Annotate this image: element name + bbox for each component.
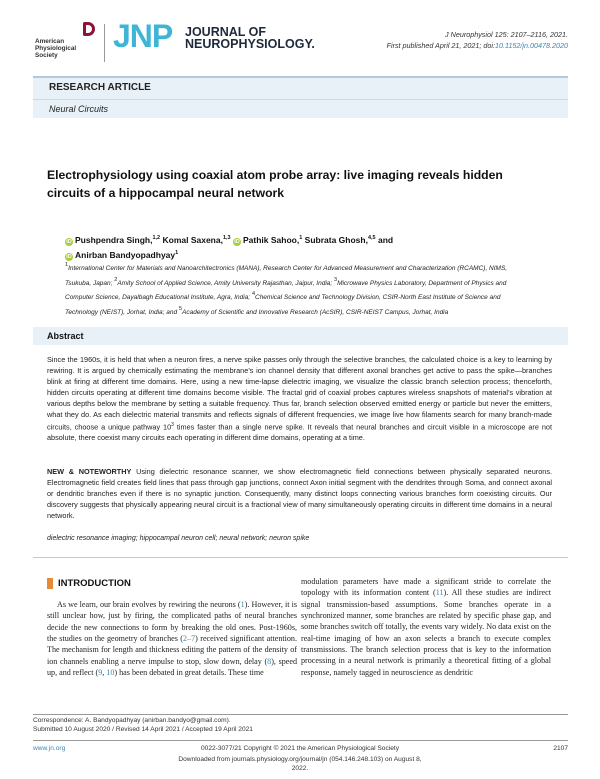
- citation: J Neurophysiol 125: 2107–2116, 2021.: [445, 30, 568, 39]
- header-divider: [104, 24, 105, 62]
- footer-top-rule: [33, 714, 568, 715]
- doi-link[interactable]: 10.1152/jn.00478.2020: [494, 41, 568, 50]
- author-affil-sup: 1,2: [152, 235, 161, 241]
- abstract-heading: Abstract: [47, 331, 84, 341]
- author-name[interactable]: Pushpendra Singh,: [75, 235, 153, 245]
- aps-logo-text: American Physiological Society: [35, 38, 77, 59]
- submission-dates: Submitted 10 August 2020 / Revised 14 April 2021 / Accepted 19 April 2021: [33, 726, 253, 733]
- author-affil-sup: 1: [299, 235, 303, 241]
- intro-accent-bar: [47, 578, 53, 589]
- article-section: Neural Circuits: [49, 104, 109, 114]
- ref-link[interactable]: 2–7: [183, 634, 196, 644]
- new-noteworthy-label: NEW & NOTEWORTHY: [47, 467, 132, 476]
- page-number: 2107: [553, 745, 568, 752]
- new-noteworthy: NEW & NOTEWORTHY Using dielectric resonance scanner, we show electromagnetic field connections between physically separated neurons. Electromagnetic field creates field lines that pass through gap junctions, connect Axon initial segment with the dendrites through Soma, and connect axonal or dendritic branches even if there is no synaptic junction. Consequently, many distinct loops connecting various branches form coexisting circuits. Our discovery suggests that physically appearing neural circuit is a fractional view of many simultaneously operating circuits in different time domains in a neural network.: [47, 467, 552, 520]
- author-name[interactable]: Anirban Bandyopadhyay: [75, 250, 176, 260]
- author-name[interactable]: Pathik Sahoo,: [243, 235, 300, 245]
- affiliation: Microwave Physics Laboratory, Department of Physics and Computer Science, Dayalbagh Educational Institute, Agra, India;: [65, 279, 507, 302]
- abstract-text: Since the 1960s, it is held that when a neuron fires, a nerve spike passes only through the selective branches, the calculated choice is a key to learning by rewiring. It is argued by chemically estimating the membrane’s ion channel density that different axonal branches get active to pass the spike—branches blink at firing at different time domains. Here, using a new time-lapse dielectric imaging, we visualize the classic branch selection process; thenceforth, hidden circuits operating at different time domains become visible. The fractal grid of coaxial probes captures wireless snapshots of material’s vibration at various depths below the membrane by setting a suitable frequency. Thus far, branch selection observed emitted energy or particle but never the emitters, what they do. As each dielectric material transmits and reflects signals of different frequencies, we image live how filaments search for many branch-made circuits, choose a unique pathway $10^3$ times faster than a single nerve spike. It reveals that neural branches and circuit visible in a microscope are not absolute, there coexist many circuits each operating in different dime domains, operating at a time.: [47, 355, 552, 443]
- ref-link[interactable]: 11: [435, 588, 444, 598]
- author-conjunction: and: [377, 235, 394, 245]
- journal-name: JOURNAL OF NEUROPHYSIOLOGY.: [185, 25, 315, 51]
- ref-link[interactable]: 9: [98, 668, 103, 678]
- abstract-band: [33, 327, 568, 345]
- orcid-icon[interactable]: iD: [66, 254, 72, 260]
- author-affil-sup: 1,3: [222, 235, 231, 241]
- affil-num: 5: [178, 305, 182, 312]
- affiliation: Chemical Science and Technology Division, CSIR-North East Institute of Science and Technology (NEIST), Jorhat, India; and: [65, 294, 501, 316]
- citation-block: [308, 29, 568, 51]
- issn-copyright: 0022-3077/21 Copyright © 2021 the American Physiological Society: [200, 745, 400, 752]
- aps-logo: [35, 22, 97, 66]
- orcid-icon[interactable]: iD: [66, 239, 72, 245]
- footer-notes: [33, 716, 253, 734]
- affiliation: Academy of Scientific and Innovative Research (AcSIR), CSIR-NEIST Campus, Jorhat, India: [182, 308, 449, 316]
- affiliation: Amity School of Applied Science, Amity University Rajasthan, Jaipur, India;: [117, 279, 334, 287]
- author-affil-sup: 4,5: [367, 235, 376, 241]
- intro-column-right: modulation parameters have made a significant stride to correlate the topology with its information content (11). All these studies are indirect signal transmission-based assumptions. Some branches operate in a synchronized manner, some branches are related by specific phase gap, and some branches switch off totally, the events vary widely. No data exist on the real-time imaging of how an axon selects a branch to execute complex transmissions. The branch selection process that is key to the information processing in a neural network is primarily a theoretical fitting of a global response, namely tagged in neuroscience as dendritic: [301, 577, 551, 677]
- affil-num: 2: [114, 276, 118, 283]
- article-type-rule: [33, 99, 568, 100]
- ref-link[interactable]: 1: [240, 600, 245, 609]
- ref-link[interactable]: 10: [106, 668, 115, 678]
- keywords-rule: [33, 557, 568, 558]
- correspondence: Correspondence: A. Bandyopadhyay (anirban.bandyo@gmail.com).: [33, 717, 231, 724]
- affiliations: [65, 260, 535, 318]
- orcid-icon[interactable]: iD: [234, 239, 240, 245]
- affil-num: 4: [251, 291, 255, 298]
- affil-num: 3: [334, 276, 338, 283]
- author-name[interactable]: Komal Saxena,: [162, 235, 223, 245]
- affil-num: 1: [65, 262, 69, 268]
- journal-abbr: JNP: [113, 18, 173, 54]
- article-type-top-rule: [33, 76, 568, 78]
- abstract-exponent: 3: [171, 422, 174, 428]
- affiliation: International Center for Materials and Nanoarchitectronics (MANA), Research Center for Advanced Measurement and Characterization (RCAMC), NIMS, Tsukuba, Japan;: [65, 265, 508, 287]
- author-affil-sup: 1: [175, 250, 179, 256]
- journal-url[interactable]: www.jn.org: [33, 745, 66, 752]
- first-published: First published April 21, 2021; doi:10.1152/jn.00478.2020: [386, 41, 568, 50]
- download-notice: Downloaded from journals.physiology.org/journal/jn (054.146.248.103) on August 8, 2022.: [178, 756, 422, 772]
- author-name[interactable]: Subrata Ghosh,: [304, 235, 368, 245]
- aps-logo-mark-icon: [83, 22, 95, 36]
- article-type: RESEARCH ARTICLE: [49, 82, 151, 93]
- ref-link[interactable]: 8: [267, 656, 272, 666]
- intro-column-left: As we learn, our brain evolves by rewiring the neurons (1). However, it is still unclear how, just by firing, the complicated paths of neural branches decide the new connections to form by breaking the old ones. Post-1960s, the studies on the geometry of branches (2–7) received significant attention. The mechanism for length and thickness editing the pattern of the density of ion channels enabling a nerve impulse to stop, slow down, delay (8), speed up, and reflect (9, 10) has been debated in great details. These time: [47, 600, 297, 678]
- intro-heading: INTRODUCTION: [58, 578, 131, 589]
- footer-rule: [33, 740, 568, 741]
- keywords: dielectric resonance imaging; hippocampal neuron cell; neural network; neuron spike: [47, 535, 310, 542]
- article-title: Electrophysiology using coaxial atom probe array: live imaging reveals hidden circuits of a hippocampal neural network: [47, 168, 503, 200]
- author-list: [65, 232, 535, 262]
